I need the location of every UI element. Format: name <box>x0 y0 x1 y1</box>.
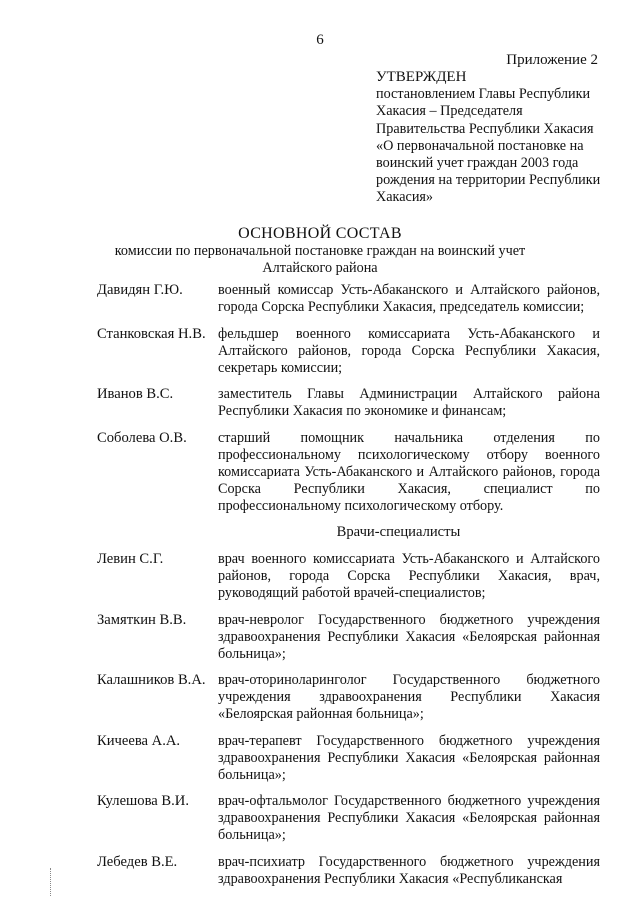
doctors-heading: Врачи-специалисты <box>336 524 461 540</box>
commission-members <box>97 282 600 888</box>
member-name: Иванов В.С. <box>97 386 174 402</box>
doctor-row <box>97 854 600 888</box>
member-row <box>97 430 600 515</box>
page-number: 6 <box>316 32 324 48</box>
doctor-row <box>97 793 600 844</box>
document-subtitle: комиссии по первоначальной постановке граждан на воинский учет <box>114 243 526 259</box>
member-role: военный комиссар Усть-Абаканского и Алтайского районов, города Сорска Республики Хакасия, председатель комиссии; <box>218 282 600 315</box>
doctor-role: врач военного комиссариата Усть-Абаканского и Алтайского районов, города Сорска Республики Хакасия, врач, руководящий работой врачей-специалистов; <box>218 551 600 601</box>
approval-line: постановлением Главы Республики <box>376 86 591 103</box>
member-role: старший помощник начальника отделения по профессиональному психологическому отбору военного комиссариата Усть-Абаканского и Алтайского районов, города Сорска Республики Хакасия, специалист по профессиональному психологическому отбору. <box>218 429 600 514</box>
member-role: заместитель Главы Администрации Алтайского района Республики Хакасия по экономике и финансам; <box>218 386 600 419</box>
member-row <box>97 326 600 377</box>
approval-line: воинский учет граждан 2003 года <box>376 155 579 172</box>
doctor-role: врач-невролог Государственного бюджетного учреждения здравоохранения Республики Хакасия «Белоярская районная больница»; <box>218 611 600 662</box>
doctor-role: врач-оториноларинголог Государственного бюджетного учреждения здравоохранения Республики Хакасия «Белоярская районная больница»; <box>218 672 600 722</box>
approval-line: рождения на территории Республики <box>376 172 601 189</box>
approval-line: Хакасия – Председателя <box>376 103 523 120</box>
member-name: Соболева О.В. <box>97 429 187 446</box>
member-row <box>97 282 600 316</box>
approval-line: Правительства Республики Хакасия <box>376 120 594 137</box>
title-block <box>0 224 640 277</box>
doctor-name: Кулешова В.И. <box>97 793 189 809</box>
district-name: Алтайского района <box>262 260 378 276</box>
doctor-name: Замяткин В.В. <box>97 611 187 628</box>
doctor-row <box>97 672 600 723</box>
approval-heading: УТВЕРЖДЕН <box>376 69 467 85</box>
doctor-role: врач-терапевт Государственного бюджетного учреждения здравоохранения Республики Хакасия «Белоярская районная больница»; <box>218 732 600 783</box>
approval-line: «О первоначальной постановке на <box>376 137 584 154</box>
doctor-name: Кичеева А.А. <box>97 732 181 749</box>
doctor-row <box>97 733 600 784</box>
member-name: Давидян Г.Ю. <box>97 282 183 298</box>
approval-line: Хакасия» <box>376 189 434 206</box>
approval-block <box>376 69 604 207</box>
document-title: ОСНОВНОЙ СОСТАВ <box>238 225 402 242</box>
doctor-name: Лебедев В.Е. <box>97 853 178 870</box>
doctor-role: врач-офтальмолог Государственного бюджетного учреждения здравоохранения Республики Хакасия «Белоярская районная больница»; <box>218 793 600 843</box>
doctor-row <box>97 612 600 663</box>
member-name: Станковская Н.В. <box>97 325 206 342</box>
doctor-name: Калашников В.А. <box>97 672 206 688</box>
scan-margin-mark <box>50 868 59 896</box>
doctor-row <box>97 551 600 602</box>
doctor-role: врач-психиатр Государственного бюджетного учреждения здравоохранения Республики Хакасия «Республиканская <box>218 853 600 887</box>
member-row <box>97 386 600 420</box>
member-role: фельдшер военного комиссариата Усть-Абаканского и Алтайского районов, города Сорска Республики Хакасия, секретарь комиссии; <box>218 325 600 376</box>
appendix-label: Приложение 2 <box>506 52 598 68</box>
doctor-name: Левин С.Г. <box>97 551 164 567</box>
